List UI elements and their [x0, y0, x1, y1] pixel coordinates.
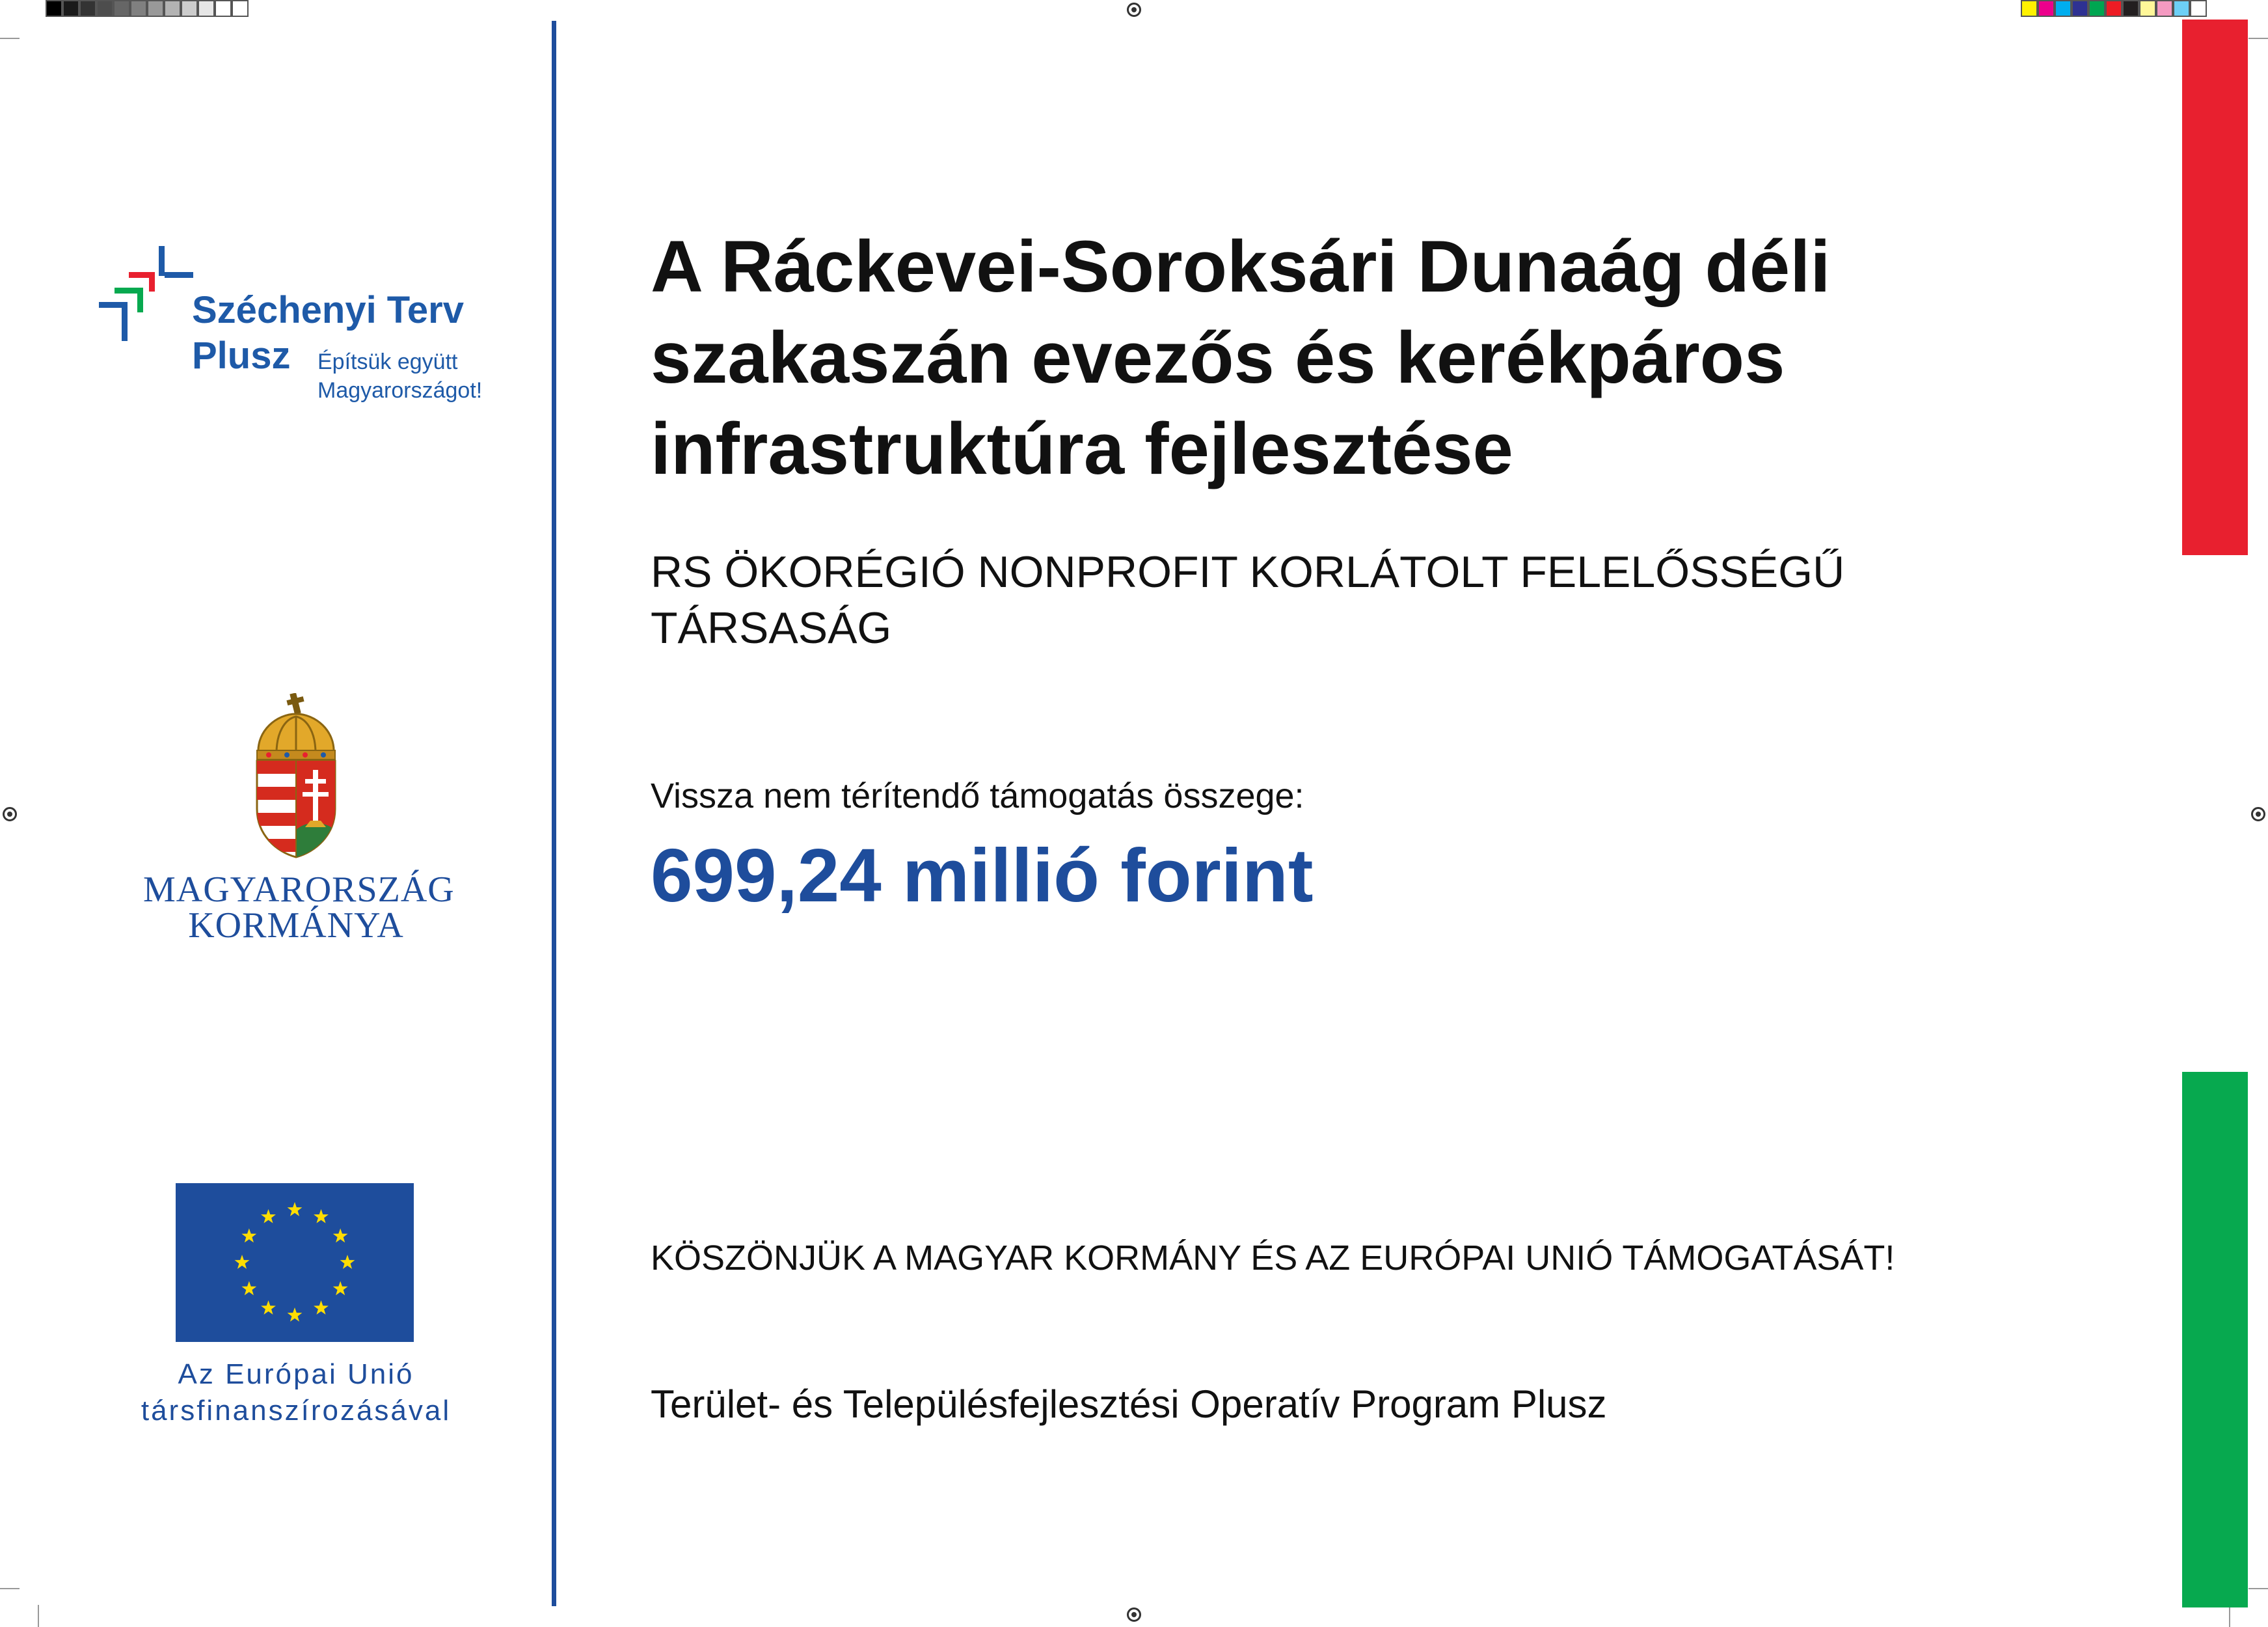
divider-line	[552, 21, 556, 1606]
registration-mark-right	[2251, 807, 2265, 821]
eu-caption	[98, 1356, 494, 1429]
crop-mark	[2248, 38, 2268, 39]
eu-caption-line-2: társfinanszírozásával	[141, 1395, 452, 1427]
flag-green-bar	[2182, 1072, 2248, 1607]
crop-mark	[0, 1588, 20, 1589]
crop-mark	[38, 1605, 39, 1627]
program-name: Terület- és Településfejlesztési Operatív Program Plusz	[651, 1382, 1607, 1426]
government-name-line-2: KORMÁNYA	[188, 905, 404, 946]
registration-mark-bottom	[1127, 1607, 1141, 1622]
support-amount: 699,24 millió forint	[651, 833, 1314, 918]
registration-mark-top	[1127, 3, 1141, 17]
crop-mark	[2248, 1588, 2268, 1589]
szechenyi-slogan	[317, 348, 482, 405]
szechenyi-plus-text: Plusz	[192, 335, 291, 377]
support-label: Vissza nem térítendő támogatás összege:	[651, 776, 1304, 815]
beneficiary-name: RS ÖKORÉGIÓ NONPROFIT KORLÁTOLT FELELŐSSÉGŰ TÁRSASÁG	[651, 547, 1845, 653]
eu-flag-icon	[176, 1183, 414, 1342]
project-title: A Ráckevei-Soroksári Dunaág déli szakaszán evezős és kerékpáros infrastruktúra fejlesztése	[651, 226, 1831, 489]
flag-red-bar	[2182, 20, 2248, 555]
slogan-line-1: Építsük együtt	[317, 349, 458, 374]
registration-mark-left	[3, 807, 17, 821]
crop-mark	[0, 38, 20, 39]
szechenyi-brand-text: Széchenyi Terv	[192, 289, 465, 331]
coat-of-arms-icon	[250, 693, 342, 862]
crop-mark	[2229, 1605, 2230, 1627]
slogan-line-2: Magyarországot!	[317, 378, 483, 403]
thanks-message: KÖSZÖNJÜK A MAGYAR KORMÁNY ÉS AZ EURÓPAI UNIÓ TÁMOGATÁSÁT!	[651, 1238, 1895, 1278]
government-name-line-1: MAGYARORSZÁG	[143, 869, 455, 910]
eu-caption-line-1: Az Európai Unió	[178, 1358, 414, 1390]
szechenyi-cross-icon	[98, 246, 195, 344]
